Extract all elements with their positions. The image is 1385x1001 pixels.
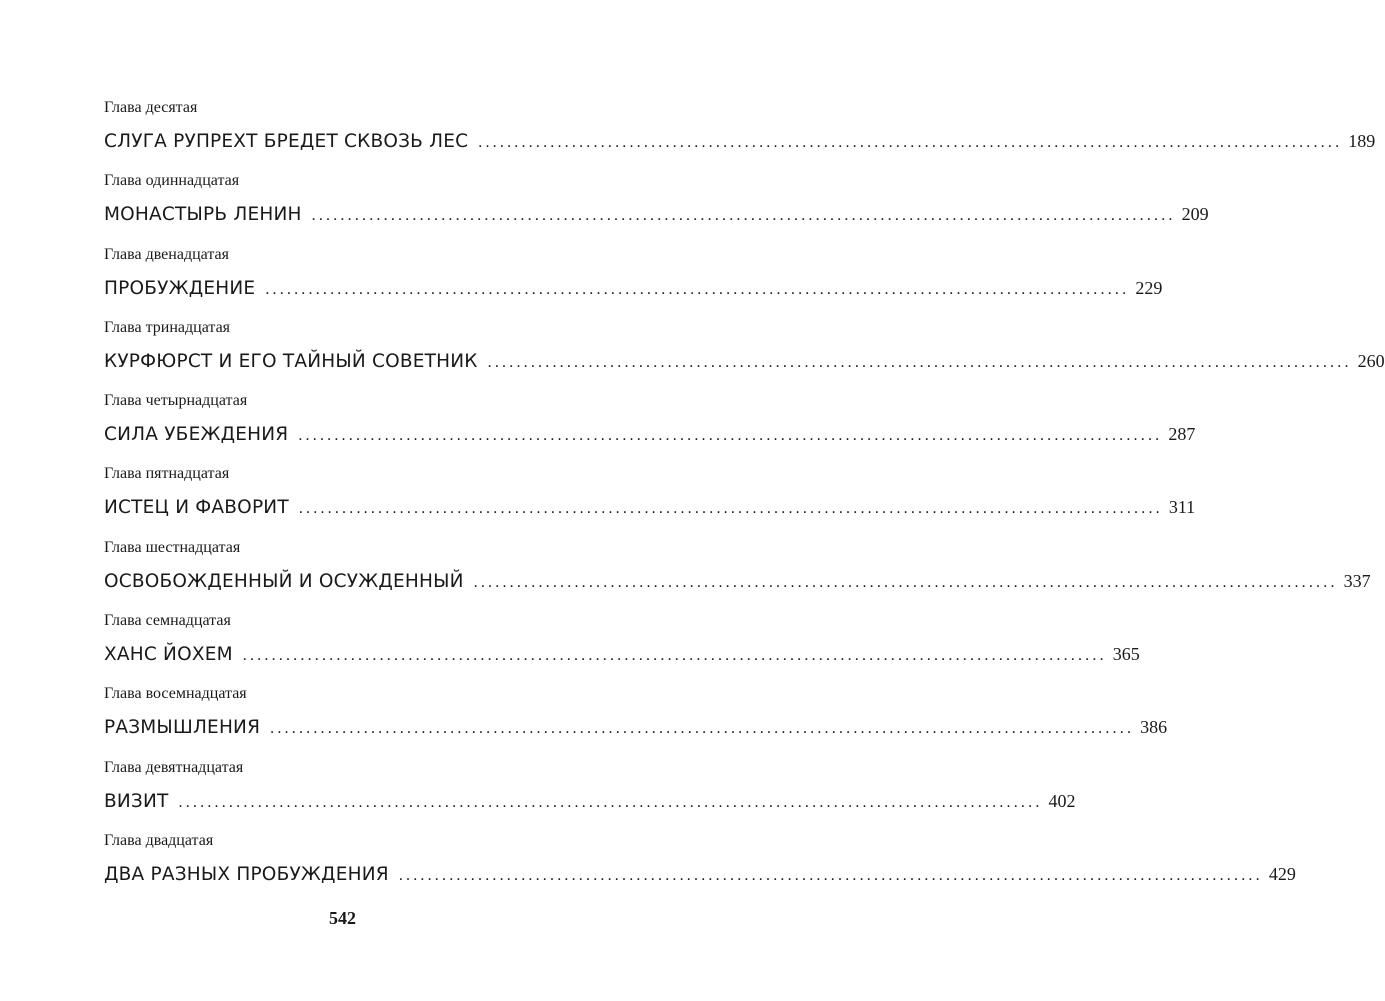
page-folio-number: 542: [329, 908, 356, 928]
toc-title-line: [104, 127, 1376, 155]
chapter-label: Глава четырнадцатая: [104, 392, 248, 410]
toc-title-line: [104, 713, 1168, 741]
toc-title-line: [104, 200, 1209, 228]
page-number: 260: [1357, 350, 1385, 371]
chapter-label: Глава пятнадцатая: [104, 465, 230, 483]
toc-title-line: [104, 567, 1371, 595]
dot-leader: ........................................................................................................................: [242, 647, 1107, 665]
toc-title-line: [104, 420, 1196, 448]
toc-entry: [104, 318, 1385, 391]
toc-entry: [104, 171, 1209, 244]
chapter-title: СИЛА УБЕЖДЕНИЯ: [104, 424, 289, 446]
toc-entry: [104, 391, 1196, 464]
dot-leader: ........................................................................................................................: [298, 427, 1163, 445]
toc-entry: [104, 245, 1163, 318]
chapter-label: Глава десятая: [104, 99, 198, 116]
page-number: 337: [1343, 570, 1371, 591]
toc-entry: [104, 611, 1140, 684]
toc-entry: [104, 758, 1076, 831]
chapter-label: Глава девятнадцатая: [104, 758, 244, 776]
toc-entry: [104, 538, 1371, 611]
page-number: 189: [1348, 131, 1376, 151]
toc-entry: [104, 464, 1196, 537]
toc-title-line: [104, 347, 1385, 375]
toc-entry: [104, 98, 1376, 171]
dot-leader: ........................................................................................................................: [265, 280, 1130, 298]
chapter-title: МОНАСТЫРЬ ЛЕНИН: [104, 204, 302, 226]
page-number: 365: [1112, 644, 1140, 665]
chapter-title: ВИЗИТ: [104, 790, 169, 812]
chapter-label: Глава восемнадцатая: [104, 685, 247, 703]
chapter-label: Глава двадцатая: [104, 831, 214, 849]
chapter-title: ДВА РАЗНЫХ ПРОБУЖДЕНИЯ: [104, 863, 389, 885]
chapter-label: Глава тринадцатая: [104, 318, 231, 336]
page-number: 386: [1140, 717, 1168, 738]
toc-title-line: [104, 787, 1076, 815]
toc-entry: [104, 684, 1168, 757]
toc-title-line: [104, 493, 1196, 521]
chapter-title: КУРФЮРСТ И ЕГО ТАЙНЫЙ СОВЕТНИК: [104, 350, 478, 372]
chapter-label: Глава семнадцатая: [104, 612, 231, 630]
page-number: 229: [1135, 277, 1163, 298]
chapter-title: ИСТЕЦ И ФАВОРИТ: [104, 497, 289, 519]
toc-title-line: [104, 860, 1296, 888]
table-of-contents: [104, 98, 1385, 904]
chapter-label: Глава двенадцатая: [104, 245, 229, 263]
chapter-title: ОСВОБОЖДЕННЫЙ И ОСУЖДЕННЫЙ: [104, 570, 464, 592]
chapter-title: СЛУГА РУПРЕХТ БРЕДЕТ СКВОЗЬ ЛЕС: [104, 131, 469, 152]
page-number: 311: [1168, 497, 1196, 518]
chapter-label: Глава шестнадцатая: [104, 538, 241, 556]
dot-leader: ........................................................................................................................: [478, 134, 1343, 151]
page-number: 429: [1268, 863, 1296, 884]
dot-leader: ........................................................................................................................: [398, 866, 1263, 884]
chapter-title: ХАНС ЙОХЕМ: [104, 644, 233, 666]
dot-leader: ........................................................................................................................: [270, 720, 1135, 738]
page-number: 209: [1181, 204, 1209, 225]
chapter-title: РАЗМЫШЛЕНИЯ: [104, 717, 261, 739]
page-number: 402: [1048, 790, 1076, 811]
page-number: 287: [1168, 424, 1196, 445]
dot-leader: ........................................................................................................................: [178, 793, 1043, 811]
toc-title-line: [104, 640, 1140, 668]
dot-leader: ........................................................................................................................: [311, 207, 1176, 225]
toc-title-line: [104, 274, 1163, 302]
chapter-title: ПРОБУЖДЕНИЕ: [104, 277, 256, 299]
dot-leader: ........................................................................................................................: [298, 500, 1163, 518]
dot-leader: ........................................................................................................................: [487, 353, 1352, 371]
chapter-label: Глава одиннадцатая: [104, 172, 240, 190]
dot-leader: ........................................................................................................................: [473, 573, 1338, 591]
toc-entry: [104, 831, 1296, 904]
